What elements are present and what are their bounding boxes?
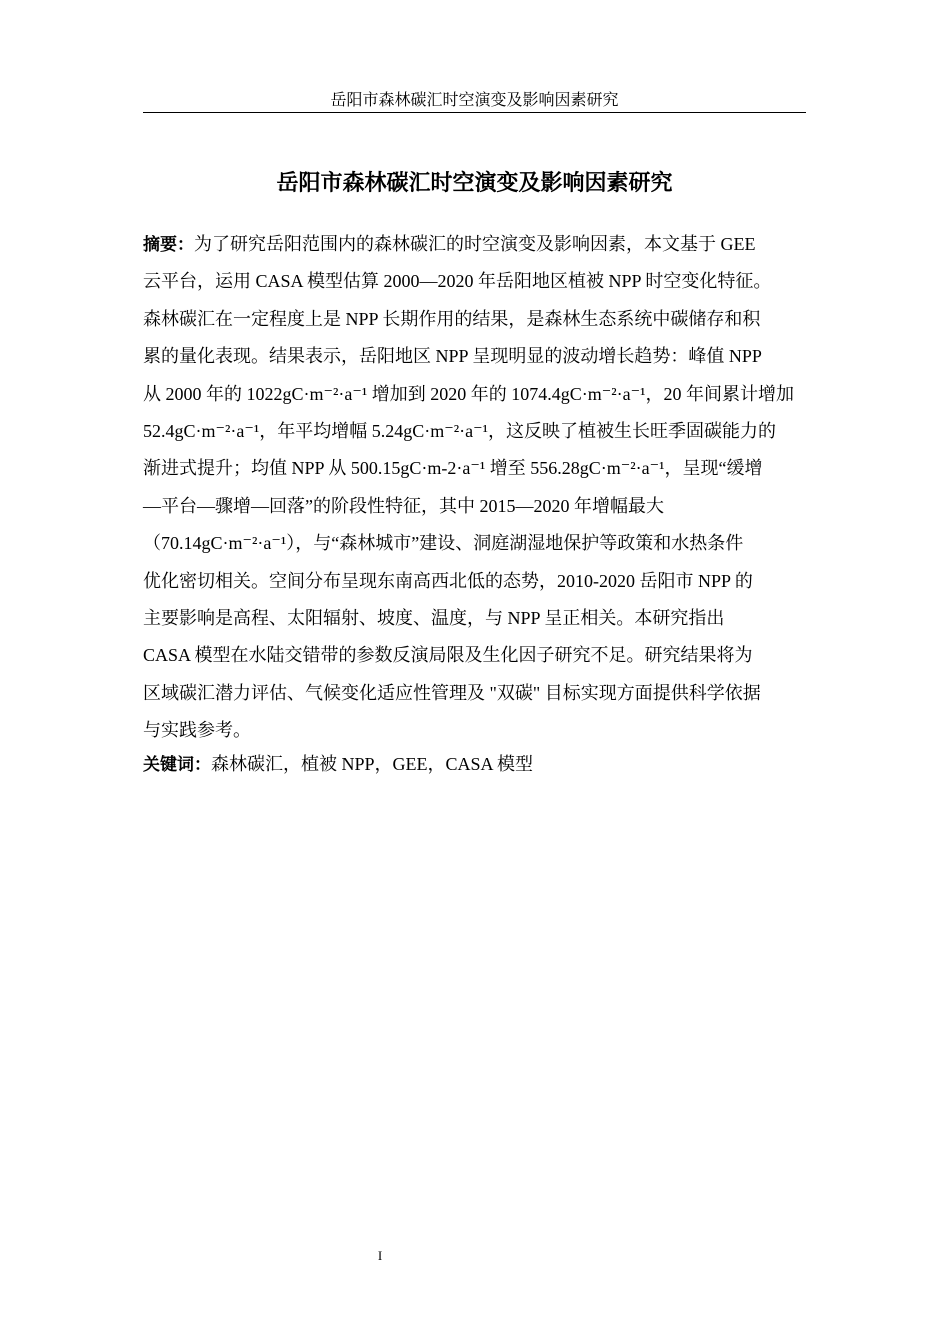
abstract-line: 区域碳汇潜力评估、气候变化适应性管理及 "双碳" 目标实现方面提供科学依据 [143,682,761,703]
keywords [143,746,807,784]
abstract-line: 森林碳汇在一定程度上是 NPP 长期作用的结果，是森林生态系统中碳储存和积 [143,308,761,329]
abstract-text: 为了研究岳阳范围内的森林碳汇的时空演变及影响因素，本文基于 GEE [194,234,756,254]
abstract-line: 累的量化表现。结果表示，岳阳地区 NPP 呈现明显的波动增长趋势：峰值 NPP [143,346,762,367]
abstract-line: 主要影响是高程、太阳辐射、坡度、温度，与 NPP 呈正相关。本研究指出 [143,607,725,628]
abstract-line: —平台—骤增—回落”的阶段性特征，其中 2015—2020 年增幅最大 [143,495,664,516]
running-header: 岳阳市森林碳汇时空演变及影响因素研究 [143,88,806,113]
abstract [143,226,807,749]
abstract-line: CASA 模型在水陆交错带的参数反演局限及生化因子研究不足。研究结果将为 [143,645,753,666]
abstract-line: （70.14gC·m⁻²·a⁻¹），与“森林城市”建设、洞庭湖湿地保护等政策和水热条件 [143,533,744,554]
abstract-label: 摘要： [143,235,194,255]
abstract-line: 优化密切相关。空间分布呈现东南高西北低的态势，2010-2020 岳阳市 NPP 的 [143,570,753,591]
abstract-line: 渐进式提升；均值 NPP 从 500.15gC·m-2·a⁻¹ 增至 556.28gC·m⁻²·a⁻¹，呈现“缓增 [143,458,763,479]
page-number: I [377,1248,383,1263]
abstract-line: 52.4gC·m⁻²·a⁻¹，年平均增幅 5.24gC·m⁻²·a⁻¹，这反映了植被生长旺季固碳能力的 [143,420,777,441]
abstract-line: 从 2000 年的 1022gC·m⁻²·a⁻¹ 增加到 2020 年的 1074.4gC·m⁻²·a⁻¹，20 年间累计增加 [143,383,795,404]
abstract-line: 与实践参考。 [143,720,251,741]
document-title: 岳阳市森林碳汇时空演变及影响因素研究 [276,171,673,196]
abstract-line [143,226,807,263]
abstract-line: 云平台，运用 CASA 模型估算 2000—2020 年岳阳地区植被 NPP 时空变化特征。 [143,271,772,292]
keywords-label: 关键词： [143,755,211,775]
keywords-text: 森林碳汇，植被 NPP，GEE，CASA 模型 [211,754,534,774]
